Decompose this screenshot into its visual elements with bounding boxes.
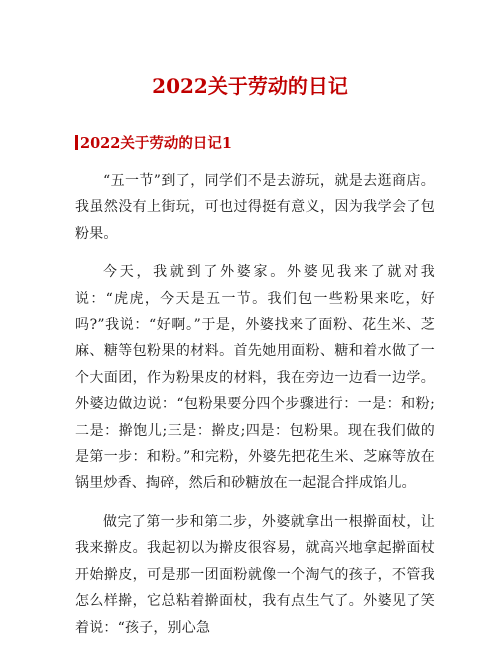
document-body xyxy=(75,168,435,653)
heading-marker xyxy=(75,135,78,150)
section-heading-text: 2022关于劳动的日记1 xyxy=(80,135,232,152)
paragraph: “五一节”到了，同学们不是去游玩，就是去逛商店。我虽然没有上街玩，可也过得挺有意义，因为我学会了包粉果。 xyxy=(75,173,435,242)
paragraph: 今天，我就到了外婆家。外婆见我来了就对我说：“虎虎，今天是五一节。我们包一些粉果来吃，好吗?”我说：“好啊。”于是，外婆找来了面粉、花生米、芝麻、糖等包粉果的材料。首先她用面粉、糖和着水做了一个大面团，作为粉果皮的材料，我在旁边一边看一边学。外婆边做边说：“包粉果要分四个步骤进行：一是：和粉;二是：擀饱儿;三是：擀皮;四是：包粉果。现在我们做的是第一步：和粉。”和完粉，外婆先把花生米、芝麻等放在锅里炒香、掏碎，然后和砂糖放在一起混合拌成馅儿。 xyxy=(75,264,435,492)
section-heading xyxy=(75,133,232,155)
document-title: 2022关于劳动的日记 xyxy=(152,74,348,98)
paragraph: 做完了第一步和第二步，外婆就拿出一根擀面杖，让我来擀皮。我起初以为擀皮很容易，就高兴地拿起擀面杖开始擀皮，可是那一团面粉就像一个淘气的孩子，不管我怎么样擀，它总粘着擀面杖，我有点生气了。外婆见了笑着说：“孩子，别心急 xyxy=(75,513,435,636)
